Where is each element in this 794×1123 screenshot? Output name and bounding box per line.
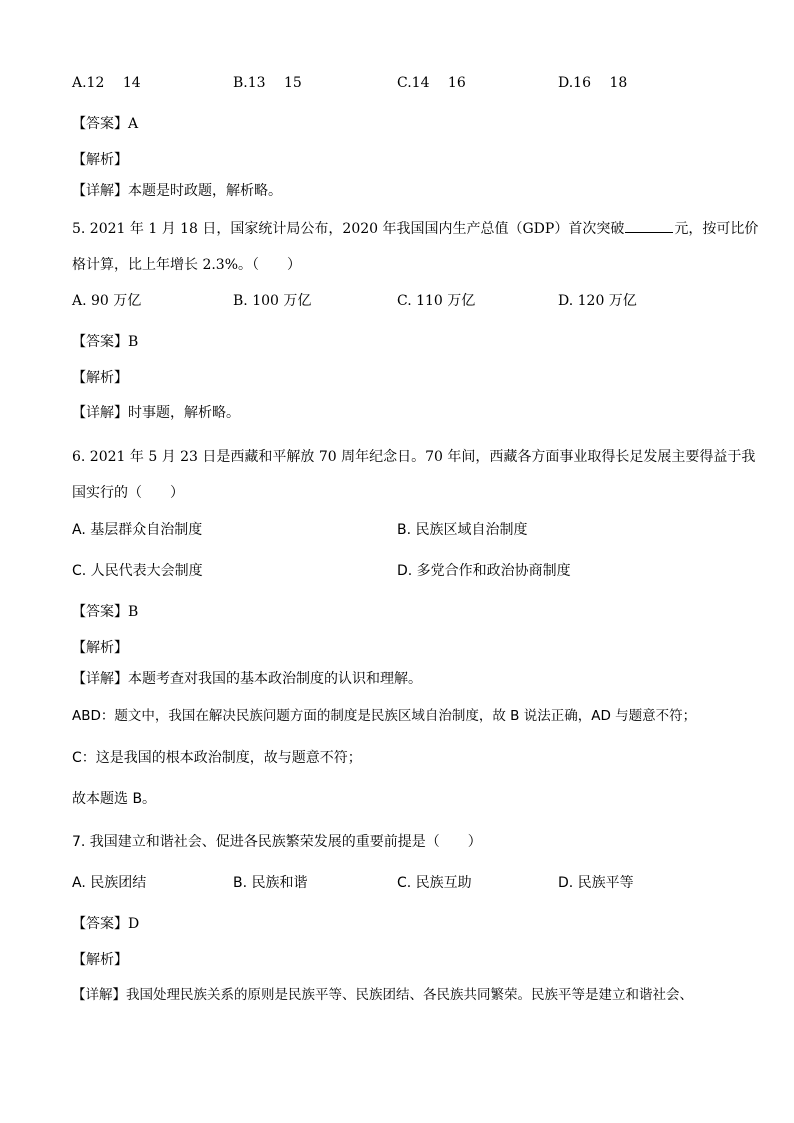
q7-stem: 7. 我国建立和谐社会、促进各民族繁荣发展的重要前提是（ ） bbox=[72, 834, 482, 850]
q6-analysis-label: 【解析】 bbox=[72, 640, 128, 656]
detail-label: 【详解】 bbox=[72, 405, 128, 421]
q6-conclusion: 故本题选 B。 bbox=[72, 791, 157, 807]
q4-option-c: C.14 16 bbox=[397, 75, 466, 91]
detail-text: 时事题，解析略。 bbox=[128, 405, 240, 421]
q7-analysis-label: 【解析】 bbox=[72, 952, 128, 968]
q4-answer bbox=[72, 114, 138, 134]
q6-stem-line-1: 6. 2021 年 5 月 23 日是西藏和平解放 70 周年纪念日。70 年间，西藏各方面事业取得长足发展主要得益于我 bbox=[72, 449, 756, 465]
answer-value: B bbox=[128, 604, 139, 620]
answer-value: A bbox=[128, 116, 139, 132]
answer-label: 【答案】 bbox=[72, 916, 128, 932]
detail-text: 本题考查对我国的基本政治制度的认识和理解。 bbox=[128, 671, 422, 687]
q6-answer bbox=[72, 602, 138, 622]
answer-label: 【答案】 bbox=[72, 604, 128, 620]
q4-option-a: A.12 14 bbox=[72, 75, 141, 91]
q6-detail bbox=[72, 669, 422, 689]
q6-option-b: B. 民族区域自治制度 bbox=[397, 522, 528, 538]
detail-text: 本题是时政题，解析略。 bbox=[128, 183, 282, 199]
q4-analysis-label: 【解析】 bbox=[72, 152, 128, 168]
q5-option-b: B. 100 万亿 bbox=[233, 293, 312, 309]
q4-detail bbox=[72, 181, 282, 201]
q5-option-a: A. 90 万亿 bbox=[72, 293, 142, 309]
q5-option-c: C. 110 万亿 bbox=[397, 293, 476, 309]
q7-option-c: C. 民族互助 bbox=[397, 875, 472, 891]
q7-option-d: D. 民族平等 bbox=[558, 875, 634, 891]
q5-detail bbox=[72, 403, 240, 423]
answer-value: B bbox=[128, 334, 139, 350]
q4-option-d: D.16 18 bbox=[558, 75, 628, 91]
q6-option-a: A. 基层群众自治制度 bbox=[72, 522, 203, 538]
q5-stem-line-2: 格计算，比上年增长 2.3%。（ ） bbox=[72, 257, 302, 273]
detail-label: 【详解】 bbox=[72, 987, 126, 1003]
q6-option-d: D. 多党合作和政治协商制度 bbox=[397, 563, 571, 579]
q6-analysis-c: C：这是我国的根本政治制度，故与题意不符； bbox=[72, 750, 362, 766]
q5-answer bbox=[72, 332, 138, 352]
q7-answer bbox=[72, 914, 139, 934]
q5-stem-line-1 bbox=[72, 218, 758, 239]
detail-label: 【详解】 bbox=[72, 671, 128, 687]
q4-option-b: B.13 15 bbox=[233, 75, 302, 91]
detail-text: 我国处理民族关系的原则是民族平等、民族团结、各民族共同繁荣。民族平等是建立和谐社会、 bbox=[126, 987, 693, 1003]
q5-stem-part-2: 元，按可比价 bbox=[674, 221, 759, 237]
q5-option-d: D. 120 万亿 bbox=[558, 293, 637, 309]
q7-detail bbox=[72, 985, 693, 1005]
q6-option-c: C. 人民代表大会制度 bbox=[72, 563, 203, 579]
q6-stem-line-2: 国实行的（ ） bbox=[72, 485, 184, 501]
answer-label: 【答案】 bbox=[72, 334, 128, 350]
q5-stem-part-1: 5. 2021 年 1 月 18 日，国家统计局公布，2020 年我国国内生产总值（GDP）首次突破 bbox=[72, 221, 625, 237]
q7-option-a: A. 民族团结 bbox=[72, 875, 147, 891]
answer-value: D bbox=[128, 916, 140, 932]
answer-label: 【答案】 bbox=[72, 116, 128, 132]
q7-option-b: B. 民族和谐 bbox=[233, 875, 308, 891]
q5-analysis-label: 【解析】 bbox=[72, 370, 128, 386]
fill-in-blank bbox=[625, 218, 673, 233]
q6-analysis-abd: ABD：题文中，我国在解决民族问题方面的制度是民族区域自治制度，故 B 说法正确，AD 与题意不符； bbox=[72, 708, 697, 724]
detail-label: 【详解】 bbox=[72, 183, 128, 199]
